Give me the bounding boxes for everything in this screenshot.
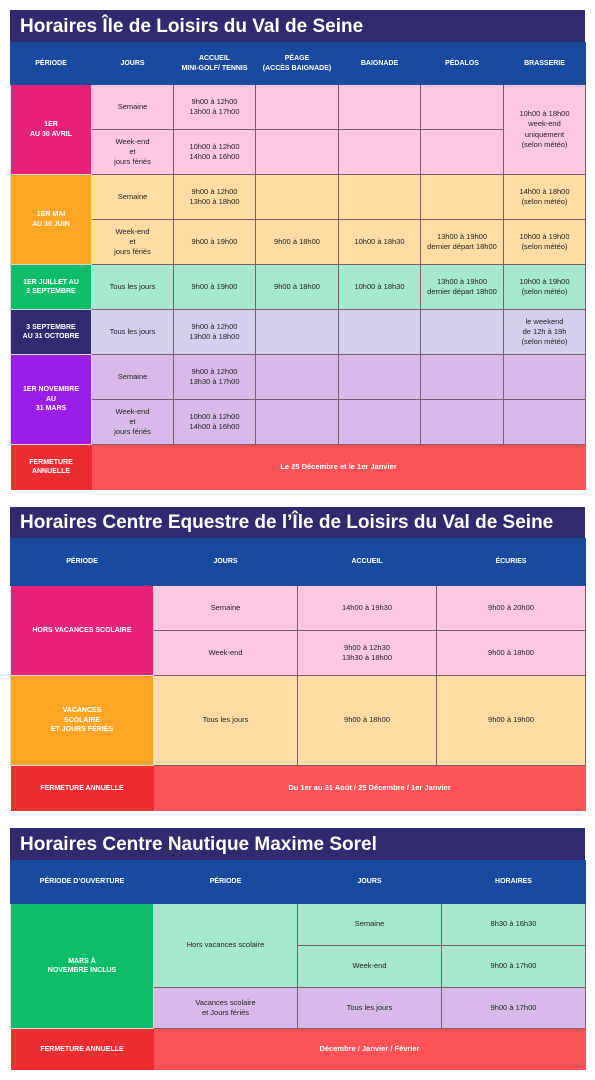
accueil-cell: 14h00 à 19h30 xyxy=(298,586,437,631)
jours-cell: Week-end et jours fériés xyxy=(92,220,174,265)
header-baignade: BAIGNADE xyxy=(339,43,421,85)
closure-label: FERMETURE ANNUELLE xyxy=(11,1029,154,1070)
period-vacances: VACANCES SCOLAIRE ET JOURS FÉRIÉS xyxy=(11,676,154,766)
peage-cell: 9h00 à 18h00 xyxy=(256,220,339,265)
jours-cell: Semaine xyxy=(154,586,298,631)
pedalos-cell xyxy=(421,175,504,220)
jours-cell: Semaine xyxy=(298,904,442,946)
header-accueil: ACCUEIL xyxy=(298,539,437,586)
accueil-cell: 10h00 à 12h00 14h00 à 16h00 xyxy=(174,400,256,445)
brasserie-cell: 10h00 à 18h00 week-end uniquement (selon météo) xyxy=(504,85,586,175)
nautique-title: Horaires Centre Nautique Maxime Sorel xyxy=(10,828,585,860)
peage-cell xyxy=(256,130,339,175)
peage-cell: 9h00 à 18h00 xyxy=(256,265,339,310)
brasserie-cell: le weekend de 12h à 19h (selon météo) xyxy=(504,310,586,355)
closure-dates: Le 25 Décembre et le 1er Janvier xyxy=(92,445,586,490)
period-septembre: 1ER JUILLET AU 2 SEPTEMBRE xyxy=(11,265,92,310)
brasserie-cell: 10h00 à 19h00 (selon météo) xyxy=(504,220,586,265)
accueil-cell: 9h00 à 12h30 13h30 à 18h00 xyxy=(298,631,437,676)
header-horaires: HORAIRES xyxy=(442,861,586,904)
baignade-cell xyxy=(339,130,421,175)
accueil-cell: 9h00 à 12h00 13h00 à 18h00 xyxy=(174,310,256,355)
jours-cell: Tous les jours xyxy=(154,676,298,766)
period-octobre: 3 SEPTEMBRE AU 31 OCTOBRE xyxy=(11,310,92,355)
jours-cell: Semaine xyxy=(92,355,174,400)
periode-vacances: Vacances scolaire et Jours fériés xyxy=(154,988,298,1029)
jours-cell: Tous les jours xyxy=(92,265,174,310)
ecuries-cell: 9h00 à 20h00 xyxy=(437,586,586,631)
header-jours: JOURS xyxy=(92,43,174,85)
jours-cell: Tous les jours xyxy=(92,310,174,355)
baignade-cell xyxy=(339,355,421,400)
pedalos-cell xyxy=(421,310,504,355)
nautique-table xyxy=(10,860,586,1070)
accueil-cell: 9h00 à 19h00 xyxy=(174,265,256,310)
accueil-cell: 9h00 à 12h00 13h00 à 17h00 xyxy=(174,85,256,130)
baignade-cell xyxy=(339,85,421,130)
baignade-cell xyxy=(339,175,421,220)
accueil-cell: 9h00 à 19h00 xyxy=(174,220,256,265)
period-hors-vacances: HORS VACANCES SCOLAIRE xyxy=(11,586,154,676)
brasserie-cell: 10h00 à 19h00 (selon météo) xyxy=(504,265,586,310)
jours-cell: Tous les jours xyxy=(298,988,442,1029)
brasserie-cell xyxy=(504,355,586,400)
loisirs-title: Horaires Île de Loisirs du Val de Seine xyxy=(10,10,585,42)
period-avril: 1ER AU 30 AVRIL xyxy=(11,85,92,175)
pedalos-cell: 13h00 à 19h00 dernier départ 18h00 xyxy=(421,265,504,310)
baignade-cell: 10h00 à 18h30 xyxy=(339,265,421,310)
peage-cell xyxy=(256,355,339,400)
pedalos-cell xyxy=(421,400,504,445)
brasserie-cell xyxy=(504,400,586,445)
header-periode-ouverture: PÉRIODE D’OUVERTURE xyxy=(11,861,154,904)
period-mars: 1ER NOVEMBRE AU 31 MARS xyxy=(11,355,92,445)
horaires-cell: 8h30 à 16h30 xyxy=(442,904,586,946)
pedalos-cell xyxy=(421,355,504,400)
header-peage: PÉAGE (ACCÈS BAIGNADE) xyxy=(256,43,339,85)
equestre-table xyxy=(10,538,586,811)
header-jours: JOURS xyxy=(154,539,298,586)
horaires-cell: 9h00 à 17h00 xyxy=(442,988,586,1029)
closure-label: FERMETURE ANNUELLE xyxy=(11,766,154,811)
header-periode: PÉRIODE xyxy=(154,861,298,904)
jours-cell: Semaine xyxy=(92,85,174,130)
accueil-cell: 10h00 à 12h00 14h00 à 16h00 xyxy=(174,130,256,175)
accueil-cell: 9h00 à 12h00 13h00 à 18h00 xyxy=(174,175,256,220)
header-jours: JOURS xyxy=(298,861,442,904)
loisirs-table xyxy=(10,42,586,490)
jours-cell: Week-end xyxy=(154,631,298,676)
period-mars-novembre: MARS À NOVEMBRE INCLUS xyxy=(11,904,154,1029)
ecuries-cell: 9h00 à 18h00 xyxy=(437,631,586,676)
closure-dates: Du 1er au 31 Août / 25 Décembre / 1er Janvier xyxy=(154,766,586,811)
header-accueil: ACCUEIL MINI-GOLF/ TENNIS xyxy=(174,43,256,85)
baignade-cell xyxy=(339,400,421,445)
pedalos-cell xyxy=(421,130,504,175)
peage-cell xyxy=(256,400,339,445)
pedalos-cell: 13h00 à 19h00 dernier départ 18h00 xyxy=(421,220,504,265)
baignade-cell: 10h00 à 18h30 xyxy=(339,220,421,265)
period-juin: 1ER MAI AU 30 JUIN xyxy=(11,175,92,265)
horaires-cell: 9h00 à 17h00 xyxy=(442,946,586,988)
header-brasserie: BRASSERIE xyxy=(504,43,586,85)
peage-cell xyxy=(256,175,339,220)
brasserie-cell: 14h00 à 18h00 (selon météo) xyxy=(504,175,586,220)
nautique-section xyxy=(10,828,585,1070)
loisirs-section xyxy=(10,10,585,490)
jours-cell: Semaine xyxy=(92,175,174,220)
ecuries-cell: 9h00 à 19h00 xyxy=(437,676,586,766)
baignade-cell xyxy=(339,310,421,355)
peage-cell xyxy=(256,85,339,130)
accueil-cell: 9h00 à 18h00 xyxy=(298,676,437,766)
header-periode: PÉRIODE xyxy=(11,43,92,85)
equestre-title: Horaires Centre Equestre de l’Île de Loisirs du Val de Seine xyxy=(10,507,585,538)
header-ecuries: ÉCURIES xyxy=(437,539,586,586)
peage-cell xyxy=(256,310,339,355)
accueil-cell: 9h00 à 12h00 13h30 à 17h00 xyxy=(174,355,256,400)
header-periode: PÉRIODE xyxy=(11,539,154,586)
closure-label: FERMETURE ANNUELLE xyxy=(11,445,92,490)
header-pedalos: PÉDALOS xyxy=(421,43,504,85)
jours-cell: Week-end xyxy=(298,946,442,988)
jours-cell: Week-end et jours fériés xyxy=(92,130,174,175)
periode-hors-vacances: Hors vacances scolaire xyxy=(154,904,298,988)
pedalos-cell xyxy=(421,85,504,130)
closure-dates: Décembre / Janvier / Février xyxy=(154,1029,586,1070)
jours-cell: Week-end et jours fériés xyxy=(92,400,174,445)
equestre-section xyxy=(10,507,585,811)
